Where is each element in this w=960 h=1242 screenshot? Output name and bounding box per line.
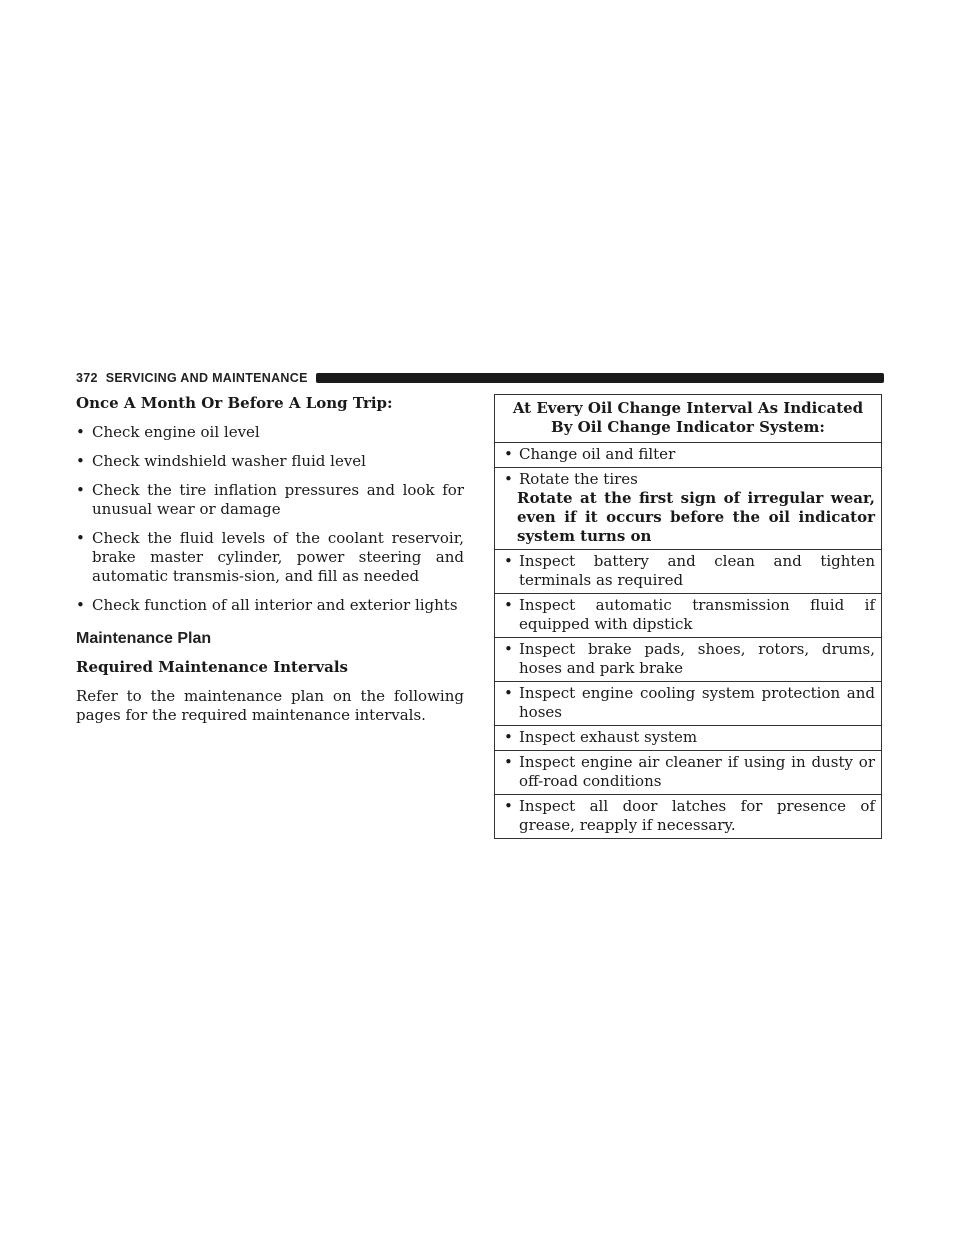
bullet-icon: •: [76, 529, 85, 547]
table-row: [495, 638, 881, 682]
table-row-note: Rotate at the first sign of irregular wear, even if it occurs before the oil indicator system turns on: [517, 489, 875, 545]
list-item-text: Check windshield washer fluid level: [92, 452, 366, 470]
list-item-text: Check function of all interior and exterior lights: [92, 596, 458, 614]
bullet-icon: •: [504, 728, 513, 746]
section-title: SERVICING AND MAINTENANCE: [105, 371, 308, 385]
table-row: [495, 594, 881, 638]
table-row: [495, 682, 881, 726]
page-header: [76, 370, 884, 386]
maintenance-plan-heading: Maintenance Plan: [76, 630, 212, 647]
bullet-icon: •: [76, 596, 85, 614]
bullet-icon: •: [504, 470, 513, 488]
monthly-checklist: [76, 423, 464, 615]
table-row: [495, 795, 881, 838]
list-item-text: Check the tire inflation pressures and look for unusual wear or damage: [92, 481, 464, 518]
header-rule: [316, 373, 884, 383]
table-row-text: Inspect all door latches for presence of grease, reapply if necessary.: [519, 797, 875, 834]
intervals-paragraph: Refer to the maintenance plan on the following pages for the required maintenance intervals.: [76, 687, 464, 724]
table-row-text: Inspect engine cooling system protection and hoses: [519, 684, 875, 721]
bullet-icon: •: [76, 423, 85, 441]
table-row: [495, 550, 881, 594]
list-item-text: Check engine oil level: [92, 423, 260, 441]
bullet-icon: •: [504, 552, 513, 570]
list-item: [76, 481, 464, 519]
table-row: [495, 726, 881, 751]
table-row: [495, 468, 881, 550]
page-number: 372: [76, 371, 98, 385]
table-row-text: Inspect automatic transmission fluid if equipped with dipstick: [519, 596, 875, 633]
table-row-text: Inspect engine air cleaner if using in dusty or off-road conditions: [519, 753, 875, 790]
list-item: [76, 423, 464, 442]
table-row: [495, 751, 881, 795]
table-row-text: Inspect brake pads, shoes, rotors, drums, hoses and park brake: [519, 640, 875, 677]
list-item: [76, 596, 464, 615]
table-row-text: Rotate the tires: [519, 470, 638, 488]
intervals-heading: Required Maintenance Intervals: [76, 658, 348, 676]
monthly-heading: Once A Month Or Before A Long Trip:: [76, 394, 393, 412]
bullet-icon: •: [504, 684, 513, 702]
bullet-icon: •: [504, 753, 513, 771]
list-item: [76, 452, 464, 471]
list-item: [76, 529, 464, 586]
bullet-icon: •: [76, 452, 85, 470]
oil-change-table: [494, 394, 882, 839]
table-row-text: Inspect battery and clean and tighten terminals as required: [519, 552, 875, 589]
table-row-text: Inspect exhaust system: [519, 728, 698, 746]
bullet-icon: •: [76, 481, 85, 499]
list-item-text: Check the fluid levels of the coolant reservoir, brake master cylinder, power steering and automatic transmis-sion, and fill as needed: [92, 529, 464, 585]
bullet-icon: •: [504, 596, 513, 614]
bullet-icon: •: [504, 445, 513, 463]
table-row-text: Change oil and filter: [519, 445, 676, 463]
left-column: [76, 394, 464, 735]
bullet-icon: •: [504, 640, 513, 658]
table-heading: At Every Oil Change Interval As Indicated By Oil Change Indicator System:: [495, 395, 881, 443]
table-row: [495, 443, 881, 468]
bullet-icon: •: [504, 797, 513, 815]
